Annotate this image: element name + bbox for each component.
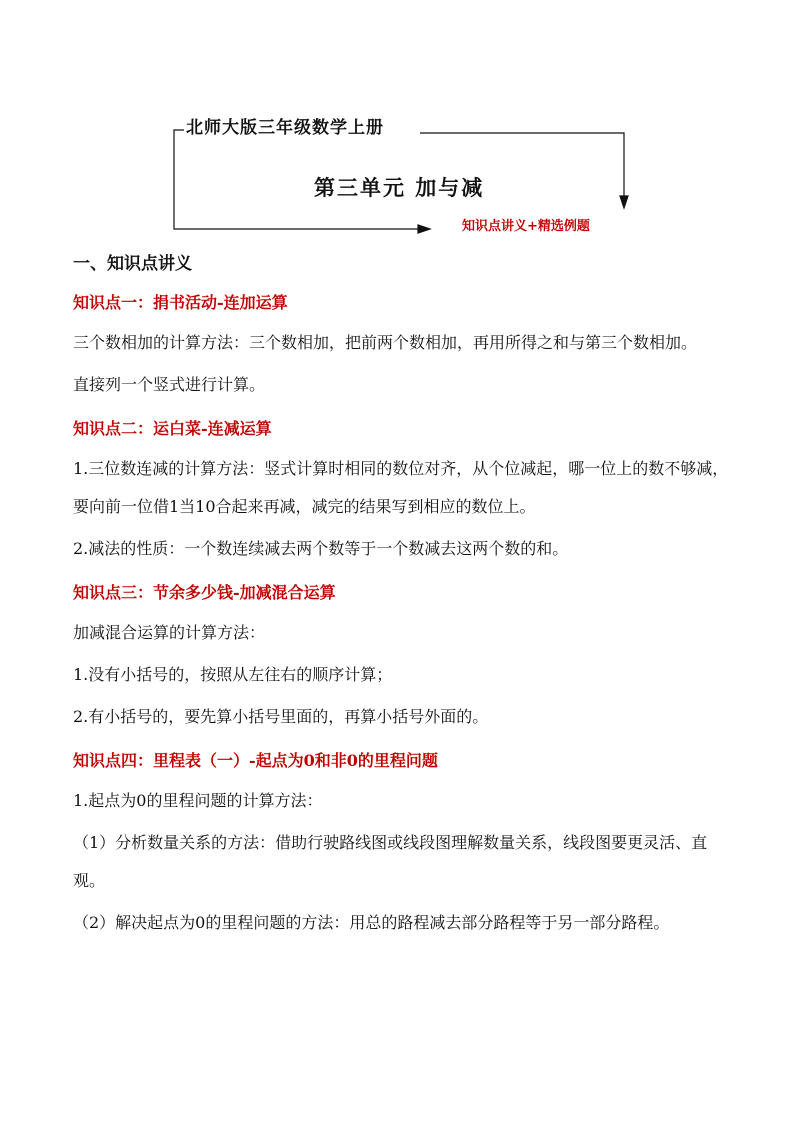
kp-heading: 知识点二：运白菜-连减运算 <box>73 419 272 438</box>
knowledge-point-1 <box>73 290 733 404</box>
kp-heading: 知识点四：里程表（一）-起点为0和非0的里程问题 <box>73 751 438 770</box>
paragraph: 2.减法的性质：一个数连续减去两个数等于一个数减去这两个数的和。 <box>73 539 569 558</box>
kp-heading: 知识点一：捐书活动-连加运算 <box>73 293 288 312</box>
knowledge-point-2 <box>73 416 733 568</box>
paragraph: 2.有小括号的，要先算小括号里面的，再算小括号外面的。 <box>73 707 489 726</box>
frame-bottom-arrowhead <box>418 225 430 233</box>
paragraph: 三个数相加的计算方法：三个数相加，把前两个数相加，再用所得之和与第三个数相加。 <box>73 333 698 352</box>
unit-title: 第三单元 加与减 <box>314 175 485 200</box>
paragraph: 加减混合运算的计算方法： <box>73 623 266 642</box>
paragraph: 1.三位数连减的计算方法：竖式计算时相同的数位对齐，从个位减起，哪一位上的数不够减，要向前一位借1当10合起来再减，减完的结果写到相应的数位上。 <box>73 459 729 516</box>
paragraph: （1）分析数量关系的方法：借助行驶路线图或线段图理解数量关系，线段图要更灵活、直观。 <box>73 833 708 890</box>
section-heading: 一、知识点讲义 <box>73 254 192 274</box>
document-body <box>73 250 733 946</box>
paragraph: 直接列一个竖式进行计算。 <box>73 375 266 394</box>
paragraph: 1.起点为0的里程问题的计算方法： <box>73 791 323 810</box>
header-frame <box>0 0 794 250</box>
frame-right-arrowhead <box>620 196 628 208</box>
knowledge-point-3 <box>73 580 733 736</box>
paragraph: （2）解决起点为0的里程问题的方法：用总的路程减去部分路程等于另一部分路程。 <box>73 913 670 932</box>
unit-subtitle: 知识点讲义+精选例题 <box>462 219 590 234</box>
knowledge-point-4 <box>73 748 733 942</box>
series-title: 北师大版三年级数学上册 <box>186 118 384 138</box>
paragraph: 1.没有小括号的，按照从左往右的顺序计算； <box>73 665 393 684</box>
kp-heading: 知识点三：节余多少钱-加减混合运算 <box>73 583 336 602</box>
